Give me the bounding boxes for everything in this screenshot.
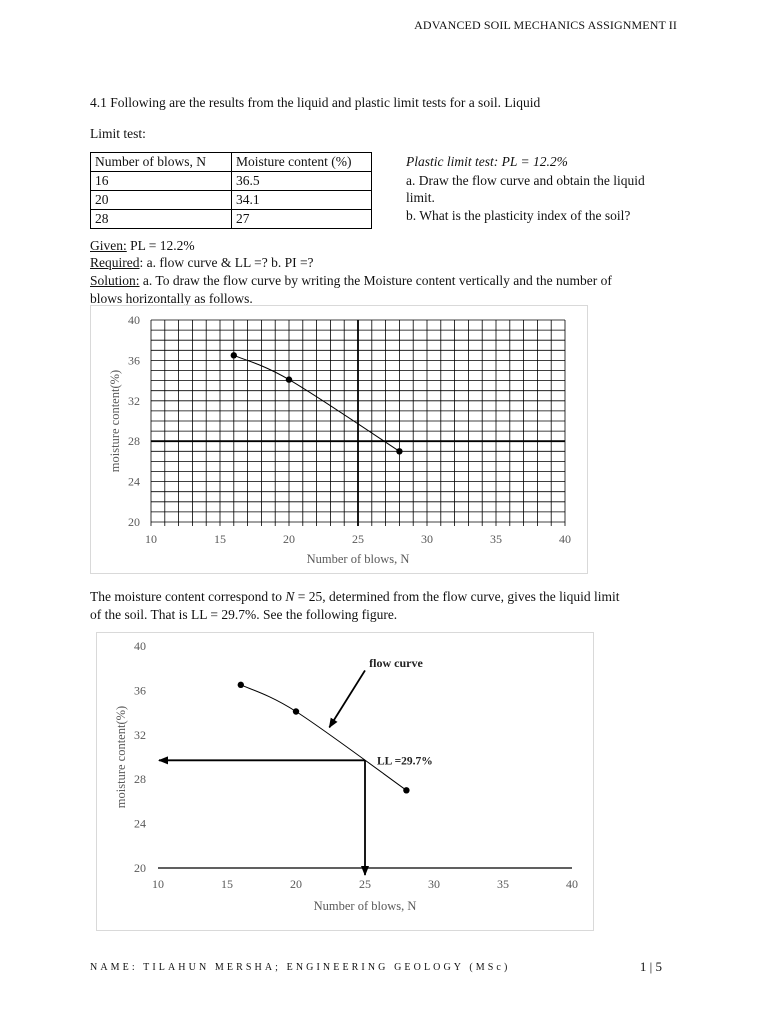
table-cell: 36.5: [232, 172, 372, 191]
y-tick-label: 36: [134, 683, 146, 698]
x-tick-label: 15: [214, 532, 226, 546]
y-tick-label: 32: [128, 393, 140, 408]
table-cell: 16: [91, 172, 232, 191]
solution-text: a. To draw the flow curve by writing the Moisture content vertically and the number of: [139, 273, 612, 288]
y-tick-label: 24: [134, 816, 146, 831]
given-line: [90, 237, 195, 254]
table-cell: 27: [232, 210, 372, 229]
x-tick-label: 35: [497, 877, 509, 891]
running-header: ADVANCED SOIL MECHANICS ASSIGNMENT II: [414, 18, 677, 32]
x-tick-label: 10: [145, 532, 157, 546]
liquid-limit-table: [90, 152, 372, 229]
table-row: [91, 191, 372, 210]
y-tick-label: 20: [128, 515, 140, 529]
table-header-row: [91, 153, 372, 172]
required-label: Required: [90, 255, 140, 270]
y-tick-label: 24: [128, 474, 140, 489]
solution-line2: blows horizontally as follows.: [90, 291, 253, 306]
x-tick-label: 15: [221, 877, 233, 891]
table-cell: 28: [91, 210, 232, 229]
x-axis-title: Number of blows, N: [306, 552, 410, 566]
result-text-a: The moisture content correspond to: [90, 589, 286, 604]
flow-curve-pointer-arrow: [329, 670, 365, 727]
x-tick-label: 25: [352, 532, 364, 546]
y-tick-label: 40: [134, 639, 146, 653]
page-number: 1 | 5: [639, 959, 662, 974]
y-tick-label: 32: [134, 727, 146, 742]
x-tick-label: 30: [421, 532, 433, 546]
data-point: [231, 352, 237, 358]
result-line2: of the soil. That is LL = 29.7%. See the following figure.: [90, 607, 398, 622]
required-text: : a. flow curve & LL =? b. PI =?: [139, 255, 314, 270]
question-a-line2: limit.: [406, 190, 435, 205]
x-tick-label: 25: [359, 877, 371, 891]
result-text-b: = 25, determined from the flow curve, gives the liquid limit: [294, 589, 620, 604]
x-tick-label: 40: [566, 877, 578, 891]
table-row: [91, 210, 372, 229]
required-line: [90, 254, 314, 271]
flow-curve-grid-chart: [90, 305, 587, 573]
x-tick-label: 40: [559, 532, 571, 546]
data-point: [293, 708, 299, 714]
y-tick-label: 28: [128, 434, 140, 449]
y-axis-title: moisture content(%): [108, 369, 122, 473]
y-tick-label: 36: [128, 353, 140, 368]
solution-label: Solution:: [90, 273, 140, 288]
y-tick-label: 20: [134, 861, 146, 875]
y-tick-label: 40: [128, 313, 140, 327]
data-point: [396, 448, 402, 454]
table-row: [91, 172, 372, 191]
problem-intro-line2: Limit test:: [90, 126, 146, 141]
given-text: PL = 12.2%: [126, 238, 195, 253]
x-tick-label: 35: [490, 532, 502, 546]
given-label: Given:: [90, 238, 127, 253]
x-tick-label: 20: [283, 532, 295, 546]
x-tick-label: 30: [428, 877, 440, 891]
x-axis-title: Number of blows, N: [313, 899, 417, 913]
data-point: [238, 682, 244, 688]
data-point: [403, 787, 409, 793]
table-cell: 34.1: [232, 191, 372, 210]
flow-curve-line: [241, 685, 407, 790]
table-cell: 20: [91, 191, 232, 210]
problem-intro-line1: 4.1 Following are the results from the liquid and plastic limit tests for a soil. Liquid: [90, 95, 541, 110]
y-axis-title: moisture content(%): [114, 705, 128, 809]
footer-name: NAME: TILAHUN MERSHA; ENGINEERING GEOLOGY (MSc): [90, 962, 511, 973]
table-header-cell: Moisture content (%): [232, 153, 372, 172]
question-a-line1: a. Draw the flow curve and obtain the liquid: [406, 173, 645, 188]
ll-label: LL =29.7%: [377, 755, 433, 768]
plastic-limit-text: Plastic limit test: PL = 12.2%: [406, 154, 568, 169]
flow-curve-ll-chart: [96, 632, 593, 930]
solution-line: [90, 272, 612, 289]
result-n: N: [285, 589, 295, 604]
y-tick-label: 28: [134, 772, 146, 787]
data-point: [286, 376, 292, 382]
flow-curve-label: flow curve: [369, 656, 423, 671]
result-line1: [90, 588, 620, 605]
table-header-cell: Number of blows, N: [91, 153, 232, 172]
question-b: b. What is the plasticity index of the soil?: [406, 208, 631, 223]
x-tick-label: 20: [290, 877, 302, 891]
x-tick-label: 10: [152, 877, 164, 891]
